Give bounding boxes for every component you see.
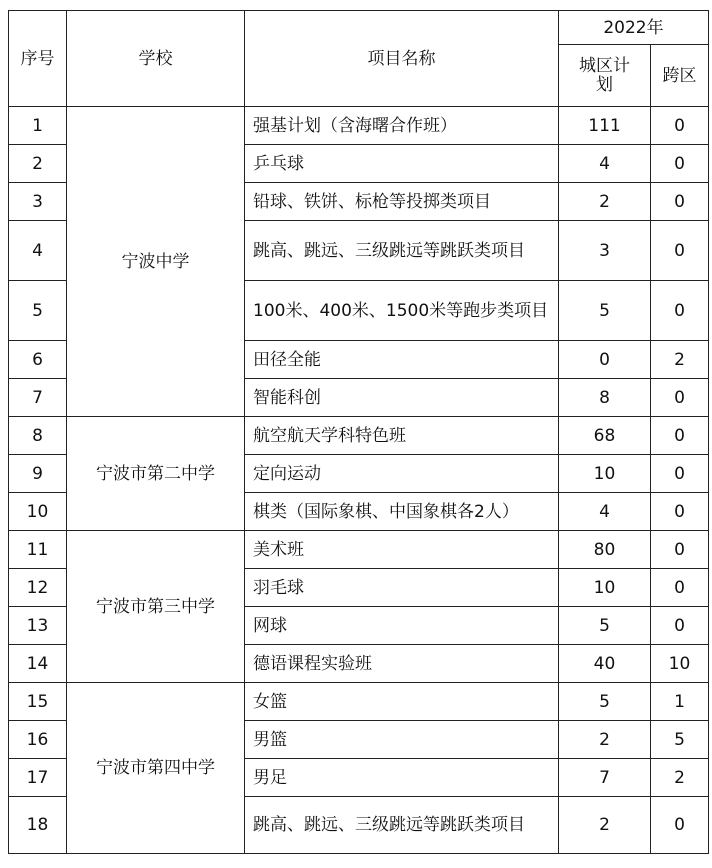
cross-district-cell: 0	[651, 379, 709, 417]
city-plan-cell: 2	[559, 797, 651, 854]
row-index: 1	[9, 107, 67, 145]
row-index: 4	[9, 221, 67, 281]
city-plan-cell: 4	[559, 145, 651, 183]
project-cell: 田径全能	[245, 341, 559, 379]
cross-district-cell: 0	[651, 417, 709, 455]
cross-district-cell: 0	[651, 107, 709, 145]
city-plan-cell: 111	[559, 107, 651, 145]
project-cell: 网球	[245, 607, 559, 645]
header-cross-district: 跨区	[651, 45, 709, 107]
row-index: 15	[9, 683, 67, 721]
project-cell: 铅球、铁饼、标枪等投掷类项目	[245, 183, 559, 221]
cross-district-cell: 0	[651, 221, 709, 281]
project-cell: 美术班	[245, 531, 559, 569]
row-index: 14	[9, 645, 67, 683]
row-index: 17	[9, 759, 67, 797]
row-index: 8	[9, 417, 67, 455]
row-index: 13	[9, 607, 67, 645]
city-plan-cell: 40	[559, 645, 651, 683]
city-plan-cell: 2	[559, 183, 651, 221]
school-cell: 宁波市第三中学	[67, 531, 245, 683]
city-plan-cell: 80	[559, 531, 651, 569]
header-school: 学校	[67, 11, 245, 107]
row-index: 9	[9, 455, 67, 493]
row-index: 2	[9, 145, 67, 183]
project-cell: 羽毛球	[245, 569, 559, 607]
city-plan-cell: 68	[559, 417, 651, 455]
header-project: 项目名称	[245, 11, 559, 107]
cross-district-cell: 2	[651, 341, 709, 379]
city-plan-cell: 2	[559, 721, 651, 759]
city-plan-cell: 7	[559, 759, 651, 797]
cross-district-cell: 0	[651, 531, 709, 569]
row-index: 5	[9, 281, 67, 341]
cross-district-cell: 0	[651, 569, 709, 607]
row-index: 10	[9, 493, 67, 531]
project-cell: 智能科创	[245, 379, 559, 417]
table-row	[9, 417, 709, 455]
table-row	[9, 531, 709, 569]
cross-district-cell: 0	[651, 607, 709, 645]
cross-district-cell: 0	[651, 493, 709, 531]
project-cell: 男篮	[245, 721, 559, 759]
project-cell: 强基计划（含海曙合作班）	[245, 107, 559, 145]
row-index: 3	[9, 183, 67, 221]
header-year: 2022年	[559, 11, 709, 45]
row-index: 6	[9, 341, 67, 379]
quota-table	[8, 10, 709, 854]
city-plan-cell: 5	[559, 607, 651, 645]
row-index: 16	[9, 721, 67, 759]
cross-district-cell: 1	[651, 683, 709, 721]
row-index: 11	[9, 531, 67, 569]
cross-district-cell: 0	[651, 281, 709, 341]
cross-district-cell: 0	[651, 145, 709, 183]
city-plan-cell: 4	[559, 493, 651, 531]
project-cell: 女篮	[245, 683, 559, 721]
school-cell: 宁波市第四中学	[67, 683, 245, 854]
table-row	[9, 683, 709, 721]
school-cell: 宁波市第二中学	[67, 417, 245, 531]
row-index: 7	[9, 379, 67, 417]
school-cell: 宁波中学	[67, 107, 245, 417]
cross-district-cell: 10	[651, 645, 709, 683]
project-cell: 男足	[245, 759, 559, 797]
project-cell: 跳高、跳远、三级跳远等跳跃类项目	[245, 797, 559, 854]
header-city-plan: 城区计划	[559, 45, 651, 107]
cross-district-cell: 2	[651, 759, 709, 797]
row-index: 12	[9, 569, 67, 607]
project-cell: 德语课程实验班	[245, 645, 559, 683]
city-plan-cell: 5	[559, 281, 651, 341]
city-plan-cell: 5	[559, 683, 651, 721]
project-cell: 跳高、跳远、三级跳远等跳跃类项目	[245, 221, 559, 281]
city-plan-cell: 10	[559, 455, 651, 493]
row-index: 18	[9, 797, 67, 854]
project-cell: 定向运动	[245, 455, 559, 493]
project-cell: 乒乓球	[245, 145, 559, 183]
city-plan-cell: 3	[559, 221, 651, 281]
project-cell: 100米、400米、1500米等跑步类项目	[245, 281, 559, 341]
city-plan-cell: 8	[559, 379, 651, 417]
city-plan-cell: 0	[559, 341, 651, 379]
header-index: 序号	[9, 11, 67, 107]
project-cell: 棋类（国际象棋、中国象棋各2人）	[245, 493, 559, 531]
project-cell: 航空航天学科特色班	[245, 417, 559, 455]
city-plan-cell: 10	[559, 569, 651, 607]
cross-district-cell: 0	[651, 797, 709, 854]
cross-district-cell: 0	[651, 455, 709, 493]
cross-district-cell: 0	[651, 183, 709, 221]
table-row	[9, 107, 709, 145]
cross-district-cell: 5	[651, 721, 709, 759]
